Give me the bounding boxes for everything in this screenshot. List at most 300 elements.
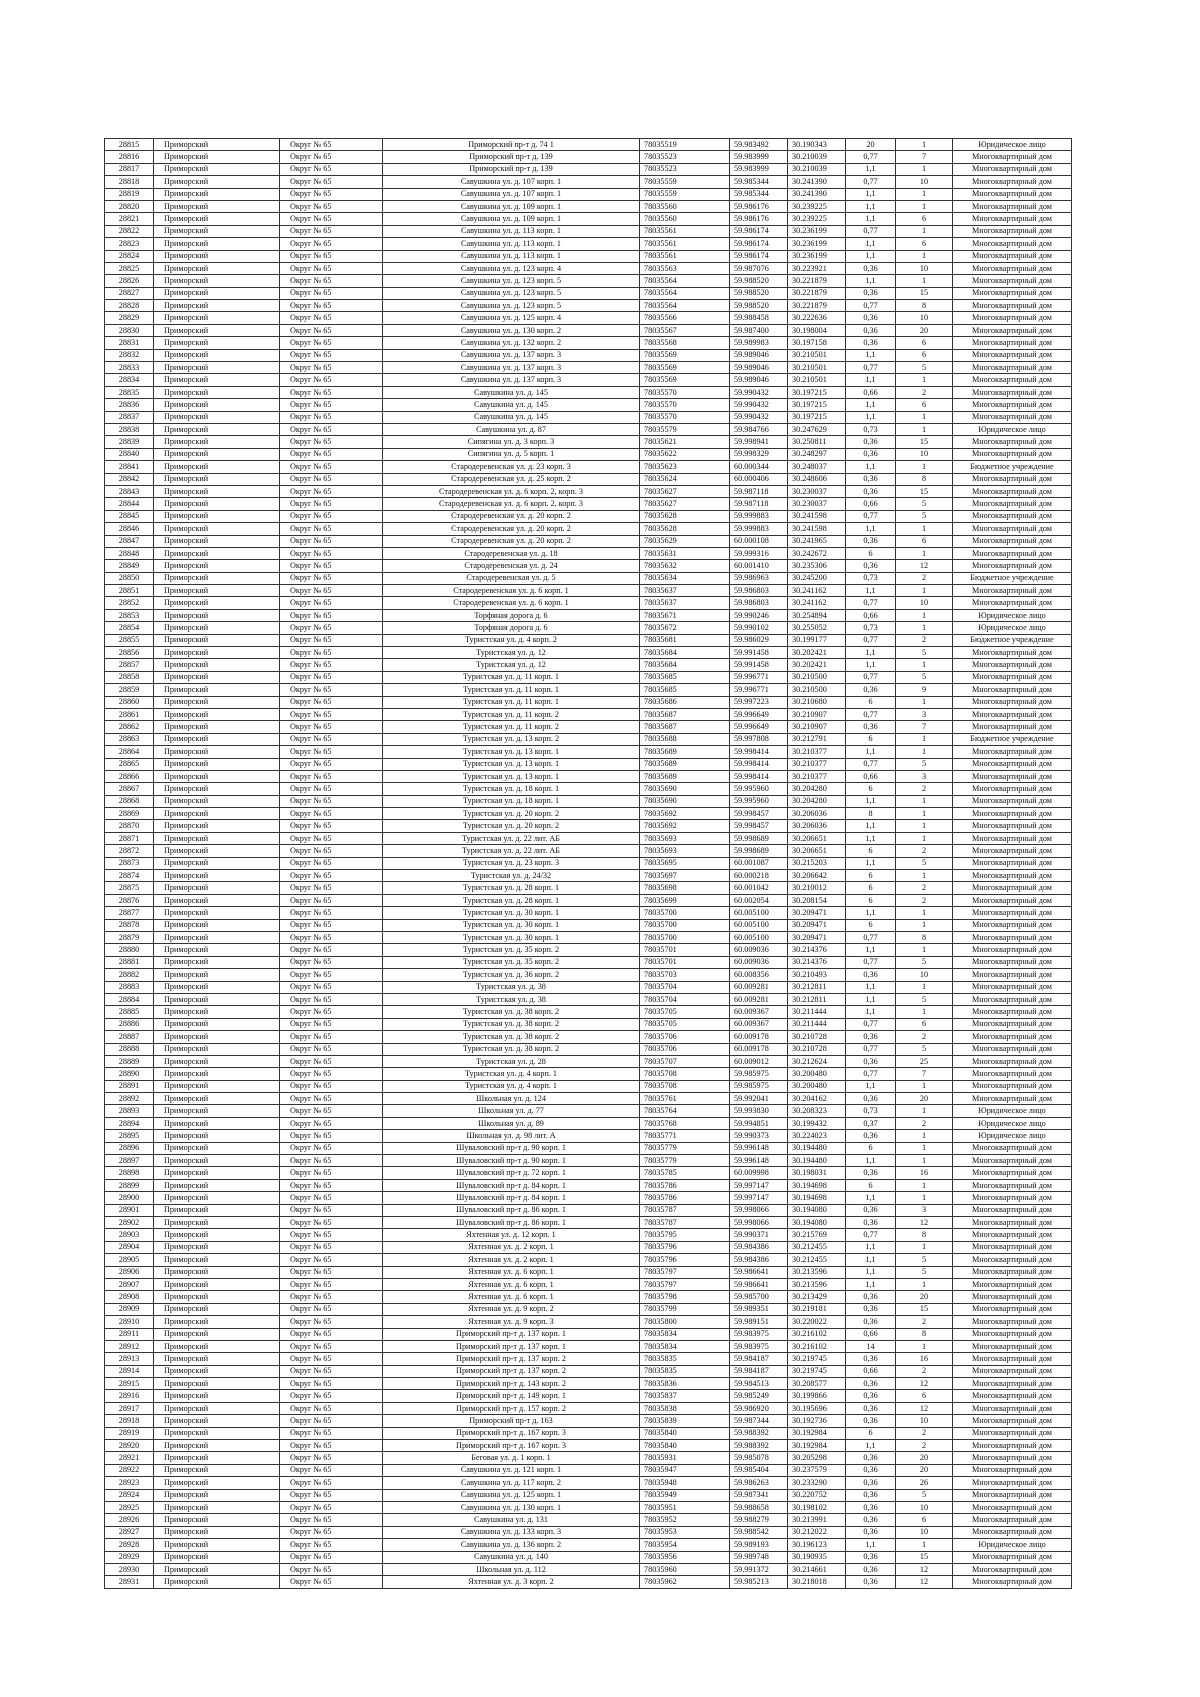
- longitude-cell: 30.219745: [788, 1353, 846, 1365]
- address-cell: Савушкина ул. д. 113 корп. 1: [383, 225, 640, 237]
- latitude-cell: 59.986641: [730, 1266, 788, 1278]
- district-cell: Приморский: [154, 188, 280, 200]
- district-cell: Приморский: [154, 1266, 280, 1278]
- count-cell: 8: [896, 1229, 953, 1241]
- code-cell: 78035570: [640, 399, 730, 411]
- table-row: [105, 1216, 1072, 1228]
- okrug-cell: Округ № 65: [280, 808, 383, 820]
- row-id-cell: 28833: [105, 362, 154, 374]
- table-row: [105, 1365, 1072, 1377]
- latitude-cell: 59.987076: [730, 262, 788, 274]
- code-cell: 78035798: [640, 1291, 730, 1303]
- longitude-cell: 30.205298: [788, 1452, 846, 1464]
- district-cell: Приморский: [154, 448, 280, 460]
- owner-type-cell: Многоквартирный дом: [953, 1142, 1072, 1154]
- latitude-cell: 59.983999: [730, 163, 788, 175]
- table-row: [105, 684, 1072, 696]
- longitude-cell: 30.212455: [788, 1254, 846, 1266]
- code-cell: 78035704: [640, 993, 730, 1005]
- row-id-cell: 28854: [105, 622, 154, 634]
- owner-type-cell: Многоквартирный дом: [953, 919, 1072, 931]
- okrug-cell: Округ № 65: [280, 225, 383, 237]
- address-cell: Туристская ул. д. 35 корп. 2: [383, 944, 640, 956]
- code-cell: 78035761: [640, 1093, 730, 1105]
- count-cell: 2: [896, 572, 953, 584]
- table-row: [105, 1266, 1072, 1278]
- longitude-cell: 30.210012: [788, 882, 846, 894]
- longitude-cell: 30.236199: [788, 225, 846, 237]
- longitude-cell: 30.210377: [788, 770, 846, 782]
- table-row: [105, 857, 1072, 869]
- owner-type-cell: Многоквартирный дом: [953, 1266, 1072, 1278]
- data-table: [104, 138, 1072, 1589]
- table-row: [105, 312, 1072, 324]
- latitude-cell: 59.983492: [730, 139, 788, 151]
- table-row: [105, 1316, 1072, 1328]
- owner-type-cell: Многоквартирный дом: [953, 1278, 1072, 1290]
- latitude-cell: 59.990246: [730, 609, 788, 621]
- longitude-cell: 30.220752: [788, 1489, 846, 1501]
- owner-type-cell: Многоквартирный дом: [953, 300, 1072, 312]
- row-id-cell: 28832: [105, 349, 154, 361]
- table-row: [105, 1501, 1072, 1513]
- okrug-cell: Округ № 65: [280, 572, 383, 584]
- power-cell: 0,36: [846, 560, 896, 572]
- count-cell: 2: [896, 1031, 953, 1043]
- count-cell: 1: [896, 820, 953, 832]
- owner-type-cell: Многоквартирный дом: [953, 374, 1072, 386]
- power-cell: 0,36: [846, 1415, 896, 1427]
- latitude-cell: 59.986174: [730, 250, 788, 262]
- row-id-cell: 28866: [105, 770, 154, 782]
- count-cell: 1: [896, 870, 953, 882]
- power-cell: 0,37: [846, 1117, 896, 1129]
- power-cell: 1,1: [846, 275, 896, 287]
- code-cell: 78035523: [640, 151, 730, 163]
- okrug-cell: Округ № 65: [280, 597, 383, 609]
- address-cell: Савушкина ул. д. 113 корп. 1: [383, 250, 640, 262]
- code-cell: 78035621: [640, 436, 730, 448]
- district-cell: Приморский: [154, 783, 280, 795]
- code-cell: 78035624: [640, 473, 730, 485]
- row-id-cell: 28892: [105, 1093, 154, 1105]
- address-cell: Савушкина ул. д. 136 корп. 2: [383, 1539, 640, 1551]
- address-cell: Туристская ул. д. 38 корп. 2: [383, 1043, 640, 1055]
- latitude-cell: 59.983975: [730, 1340, 788, 1352]
- address-cell: Савушкина ул. д. 145: [383, 411, 640, 423]
- row-id-cell: 28924: [105, 1489, 154, 1501]
- okrug-cell: Округ № 65: [280, 622, 383, 634]
- okrug-cell: Округ № 65: [280, 423, 383, 435]
- count-cell: 10: [896, 1501, 953, 1513]
- row-id-cell: 28876: [105, 894, 154, 906]
- address-cell: Туристская ул. д. 28 корп. 1: [383, 882, 640, 894]
- power-cell: 0,77: [846, 597, 896, 609]
- owner-type-cell: Многоквартирный дом: [953, 1093, 1072, 1105]
- owner-type-cell: Многоквартирный дом: [953, 795, 1072, 807]
- address-cell: Савушкина ул. д. 130 корп. 1: [383, 1501, 640, 1513]
- table-row: [105, 374, 1072, 386]
- power-cell: 0,66: [846, 609, 896, 621]
- code-cell: 78035695: [640, 857, 730, 869]
- okrug-cell: Округ № 65: [280, 585, 383, 597]
- count-cell: 20: [896, 1291, 953, 1303]
- owner-type-cell: Многоквартирный дом: [953, 411, 1072, 423]
- count-cell: 5: [896, 510, 953, 522]
- table-row: [105, 1241, 1072, 1253]
- latitude-cell: 59.987344: [730, 1415, 788, 1427]
- district-cell: Приморский: [154, 1514, 280, 1526]
- district-cell: Приморский: [154, 300, 280, 312]
- count-cell: 1: [896, 547, 953, 559]
- district-cell: Приморский: [154, 585, 280, 597]
- owner-type-cell: Многоквартирный дом: [953, 746, 1072, 758]
- table-row: [105, 1043, 1072, 1055]
- latitude-cell: 59.998066: [730, 1204, 788, 1216]
- count-cell: 5: [896, 647, 953, 659]
- okrug-cell: Округ № 65: [280, 1427, 383, 1439]
- power-cell: 0,36: [846, 1501, 896, 1513]
- power-cell: 0,36: [846, 324, 896, 336]
- power-cell: 6: [846, 696, 896, 708]
- longitude-cell: 30.206651: [788, 832, 846, 844]
- power-cell: 0,77: [846, 362, 896, 374]
- okrug-cell: Округ № 65: [280, 535, 383, 547]
- count-cell: 1: [896, 188, 953, 200]
- row-id-cell: 28873: [105, 857, 154, 869]
- longitude-cell: 30.212455: [788, 1241, 846, 1253]
- code-cell: 78035705: [640, 1018, 730, 1030]
- latitude-cell: 59.985078: [730, 1452, 788, 1464]
- code-cell: 78035785: [640, 1167, 730, 1179]
- table-row: [105, 832, 1072, 844]
- row-id-cell: 28882: [105, 969, 154, 981]
- latitude-cell: 60.001087: [730, 857, 788, 869]
- count-cell: 1: [896, 1192, 953, 1204]
- power-cell: 1,1: [846, 349, 896, 361]
- owner-type-cell: Многоквартирный дом: [953, 1316, 1072, 1328]
- row-id-cell: 28910: [105, 1316, 154, 1328]
- owner-type-cell: Многоквартирный дом: [953, 1452, 1072, 1464]
- count-cell: 1: [896, 374, 953, 386]
- row-id-cell: 28909: [105, 1303, 154, 1315]
- latitude-cell: 60.005100: [730, 907, 788, 919]
- row-id-cell: 28826: [105, 275, 154, 287]
- longitude-cell: 30.235306: [788, 560, 846, 572]
- latitude-cell: 59.988520: [730, 287, 788, 299]
- power-cell: 0,77: [846, 510, 896, 522]
- district-cell: Приморский: [154, 1043, 280, 1055]
- latitude-cell: 59.998066: [730, 1216, 788, 1228]
- longitude-cell: 30.210377: [788, 758, 846, 770]
- table-row: [105, 1117, 1072, 1129]
- row-id-cell: 28877: [105, 907, 154, 919]
- latitude-cell: 59.998457: [730, 820, 788, 832]
- okrug-cell: Округ № 65: [280, 783, 383, 795]
- count-cell: 2: [896, 845, 953, 857]
- count-cell: 2: [896, 882, 953, 894]
- address-cell: Школьная ул. д. 77: [383, 1105, 640, 1117]
- power-cell: 0,77: [846, 956, 896, 968]
- address-cell: Шуваловский пр-т д. 84 корп. 1: [383, 1192, 640, 1204]
- owner-type-cell: Многоквартирный дом: [953, 684, 1072, 696]
- okrug-cell: Округ № 65: [280, 139, 383, 151]
- row-id-cell: 28894: [105, 1117, 154, 1129]
- address-cell: Савушкина ул. д. 137 корп. 3: [383, 374, 640, 386]
- district-cell: Приморский: [154, 423, 280, 435]
- district-cell: Приморский: [154, 1117, 280, 1129]
- table-row: [105, 510, 1072, 522]
- latitude-cell: 59.986174: [730, 238, 788, 250]
- district-cell: Приморский: [154, 870, 280, 882]
- row-id-cell: 28921: [105, 1452, 154, 1464]
- row-id-cell: 28819: [105, 188, 154, 200]
- code-cell: 78035779: [640, 1155, 730, 1167]
- row-id-cell: 28887: [105, 1031, 154, 1043]
- count-cell: 8: [896, 300, 953, 312]
- district-cell: Приморский: [154, 845, 280, 857]
- address-cell: Торфяная дорога д. 6: [383, 609, 640, 621]
- latitude-cell: 60.000344: [730, 461, 788, 473]
- longitude-cell: 30.212791: [788, 733, 846, 745]
- row-id-cell: 28925: [105, 1501, 154, 1513]
- longitude-cell: 30.230037: [788, 485, 846, 497]
- district-cell: Приморский: [154, 1018, 280, 1030]
- okrug-cell: Округ № 65: [280, 1477, 383, 1489]
- code-cell: 78035799: [640, 1303, 730, 1315]
- table-row: [105, 647, 1072, 659]
- table-row: [105, 1390, 1072, 1402]
- address-cell: Савушкина ул. д. 123 корп. 5: [383, 287, 640, 299]
- table-row: [105, 188, 1072, 200]
- district-cell: Приморский: [154, 597, 280, 609]
- owner-type-cell: Юридическое лицо: [953, 1539, 1072, 1551]
- district-cell: Приморский: [154, 1464, 280, 1476]
- row-id-cell: 28816: [105, 151, 154, 163]
- power-cell: 1,1: [846, 585, 896, 597]
- count-cell: 6: [896, 1018, 953, 1030]
- power-cell: 0,77: [846, 176, 896, 188]
- row-id-cell: 28912: [105, 1340, 154, 1352]
- row-id-cell: 28879: [105, 932, 154, 944]
- power-cell: 0,36: [846, 473, 896, 485]
- code-cell: 78035951: [640, 1501, 730, 1513]
- power-cell: 1,1: [846, 461, 896, 473]
- okrug-cell: Округ № 65: [280, 498, 383, 510]
- latitude-cell: 60.005100: [730, 932, 788, 944]
- count-cell: 1: [896, 1241, 953, 1253]
- latitude-cell: 59.998689: [730, 832, 788, 844]
- code-cell: 78035689: [640, 746, 730, 758]
- power-cell: 0,77: [846, 1043, 896, 1055]
- address-cell: Туристская ул. д. 23 корп. 3: [383, 857, 640, 869]
- latitude-cell: 59.986963: [730, 572, 788, 584]
- owner-type-cell: Многоквартирный дом: [953, 894, 1072, 906]
- power-cell: 0,77: [846, 1068, 896, 1080]
- okrug-cell: Округ № 65: [280, 1278, 383, 1290]
- owner-type-cell: Многоквартирный дом: [953, 1526, 1072, 1538]
- address-cell: Шуваловский пр-т д. 86 корп. 1: [383, 1216, 640, 1228]
- address-cell: Туристская ул. д. 11 корп. 1: [383, 684, 640, 696]
- latitude-cell: 60.009367: [730, 1018, 788, 1030]
- address-cell: Стародеревенская ул. д. 20 корп. 2: [383, 535, 640, 547]
- table-row: [105, 411, 1072, 423]
- row-id-cell: 28867: [105, 783, 154, 795]
- table-row: [105, 597, 1072, 609]
- code-cell: 78035570: [640, 386, 730, 398]
- latitude-cell: 59.990432: [730, 399, 788, 411]
- row-id-cell: 28884: [105, 993, 154, 1005]
- latitude-cell: 59.986176: [730, 200, 788, 212]
- code-cell: 78035953: [640, 1526, 730, 1538]
- okrug-cell: Округ № 65: [280, 882, 383, 894]
- owner-type-cell: Многоквартирный дом: [953, 1303, 1072, 1315]
- power-cell: 0,36: [846, 1489, 896, 1501]
- owner-type-cell: Многоквартирный дом: [953, 845, 1072, 857]
- count-cell: 1: [896, 250, 953, 262]
- okrug-cell: Округ № 65: [280, 919, 383, 931]
- owner-type-cell: Многоквартирный дом: [953, 510, 1072, 522]
- row-id-cell: 28821: [105, 213, 154, 225]
- longitude-cell: 30.208577: [788, 1378, 846, 1390]
- row-id-cell: 28899: [105, 1179, 154, 1191]
- row-id-cell: 28842: [105, 473, 154, 485]
- district-cell: Приморский: [154, 349, 280, 361]
- count-cell: 3: [896, 1204, 953, 1216]
- okrug-cell: Округ № 65: [280, 473, 383, 485]
- district-cell: Приморский: [154, 1415, 280, 1427]
- row-id-cell: 28817: [105, 163, 154, 175]
- address-cell: Савушкина ул. д. 107 корп. 1: [383, 188, 640, 200]
- district-cell: Приморский: [154, 411, 280, 423]
- row-id-cell: 28898: [105, 1167, 154, 1179]
- district-cell: Приморский: [154, 733, 280, 745]
- code-cell: 78035787: [640, 1216, 730, 1228]
- okrug-cell: Округ № 65: [280, 1526, 383, 1538]
- code-cell: 78035952: [640, 1514, 730, 1526]
- code-cell: 78035960: [640, 1563, 730, 1575]
- district-cell: Приморский: [154, 684, 280, 696]
- longitude-cell: 30.241390: [788, 188, 846, 200]
- code-cell: 78035703: [640, 969, 730, 981]
- table-row: [105, 238, 1072, 250]
- latitude-cell: 60.000218: [730, 870, 788, 882]
- table-row: [105, 721, 1072, 733]
- longitude-cell: 30.213429: [788, 1291, 846, 1303]
- longitude-cell: 30.198004: [788, 324, 846, 336]
- table-row: [105, 708, 1072, 720]
- owner-type-cell: Многоквартирный дом: [953, 659, 1072, 671]
- row-id-cell: 28885: [105, 1006, 154, 1018]
- latitude-cell: 59.988658: [730, 1501, 788, 1513]
- table-row: [105, 746, 1072, 758]
- address-cell: Приморский пр-т д. 167 корп. 3: [383, 1440, 640, 1452]
- owner-type-cell: Многоквартирный дом: [953, 1006, 1072, 1018]
- longitude-cell: 30.216102: [788, 1340, 846, 1352]
- power-cell: 6: [846, 547, 896, 559]
- table-row: [105, 622, 1072, 634]
- okrug-cell: Округ № 65: [280, 200, 383, 212]
- address-cell: Туристская ул. д. 12: [383, 659, 640, 671]
- longitude-cell: 30.236199: [788, 250, 846, 262]
- owner-type-cell: Многоквартирный дом: [953, 956, 1072, 968]
- okrug-cell: Округ № 65: [280, 238, 383, 250]
- address-cell: Туристская ул. д. 13 корп. 1: [383, 758, 640, 770]
- row-id-cell: 28856: [105, 647, 154, 659]
- longitude-cell: 30.224023: [788, 1130, 846, 1142]
- power-cell: 0,77: [846, 225, 896, 237]
- latitude-cell: 59.992041: [730, 1093, 788, 1105]
- okrug-cell: Округ № 65: [280, 1179, 383, 1191]
- longitude-cell: 30.200480: [788, 1068, 846, 1080]
- address-cell: Стародеревенская ул. д. 5: [383, 572, 640, 584]
- count-cell: 2: [896, 634, 953, 646]
- table-row: [105, 498, 1072, 510]
- address-cell: Школьная ул. д. 124: [383, 1093, 640, 1105]
- district-cell: Приморский: [154, 795, 280, 807]
- owner-type-cell: Многоквартирный дом: [953, 324, 1072, 336]
- latitude-cell: 59.988520: [730, 300, 788, 312]
- address-cell: Приморский пр-т д. 137 корп. 1: [383, 1340, 640, 1352]
- table-row: [105, 1353, 1072, 1365]
- table-row: [105, 1328, 1072, 1340]
- district-cell: Приморский: [154, 473, 280, 485]
- owner-type-cell: Многоквартирный дом: [953, 436, 1072, 448]
- owner-type-cell: Многоквартирный дом: [953, 808, 1072, 820]
- latitude-cell: 59.994851: [730, 1117, 788, 1129]
- power-cell: 6: [846, 1427, 896, 1439]
- code-cell: 78035949: [640, 1489, 730, 1501]
- table-row: [105, 1489, 1072, 1501]
- district-cell: Приморский: [154, 1093, 280, 1105]
- owner-type-cell: Многоквартирный дом: [953, 932, 1072, 944]
- owner-type-cell: Бюджетное учреждение: [953, 733, 1072, 745]
- power-cell: 0,66: [846, 1365, 896, 1377]
- okrug-cell: Округ № 65: [280, 1378, 383, 1390]
- table-row: [105, 461, 1072, 473]
- district-cell: Приморский: [154, 1353, 280, 1365]
- district-cell: Приморский: [154, 572, 280, 584]
- power-cell: 0,36: [846, 1390, 896, 1402]
- table-row: [105, 262, 1072, 274]
- code-cell: 78035690: [640, 795, 730, 807]
- latitude-cell: 59.987118: [730, 498, 788, 510]
- power-cell: 0,77: [846, 932, 896, 944]
- owner-type-cell: Многоквартирный дом: [953, 1477, 1072, 1489]
- address-cell: Яхтенная ул. д. 2 корп. 1: [383, 1254, 640, 1266]
- table-row: [105, 1452, 1072, 1464]
- latitude-cell: 59.998329: [730, 448, 788, 460]
- address-cell: Приморский пр-т д. 139: [383, 151, 640, 163]
- power-cell: 0,77: [846, 634, 896, 646]
- row-id-cell: 28926: [105, 1514, 154, 1526]
- okrug-cell: Округ № 65: [280, 1365, 383, 1377]
- address-cell: Стародеревенская ул. д. 6 корп. 2, корп. 3: [383, 485, 640, 497]
- row-id-cell: 28853: [105, 609, 154, 621]
- latitude-cell: 59.987400: [730, 324, 788, 336]
- count-cell: 1: [896, 1006, 953, 1018]
- owner-type-cell: Многоквартирный дом: [953, 1514, 1072, 1526]
- district-cell: Приморский: [154, 1130, 280, 1142]
- address-cell: Савушкина ул. д. 109 корп. 1: [383, 213, 640, 225]
- district-cell: Приморский: [154, 1440, 280, 1452]
- power-cell: 1,1: [846, 907, 896, 919]
- okrug-cell: Округ № 65: [280, 671, 383, 683]
- latitude-cell: 59.990432: [730, 411, 788, 423]
- row-id-cell: 28918: [105, 1415, 154, 1427]
- count-cell: 1: [896, 1278, 953, 1290]
- address-cell: Яхтенная ул. д. 2 корп. 1: [383, 1241, 640, 1253]
